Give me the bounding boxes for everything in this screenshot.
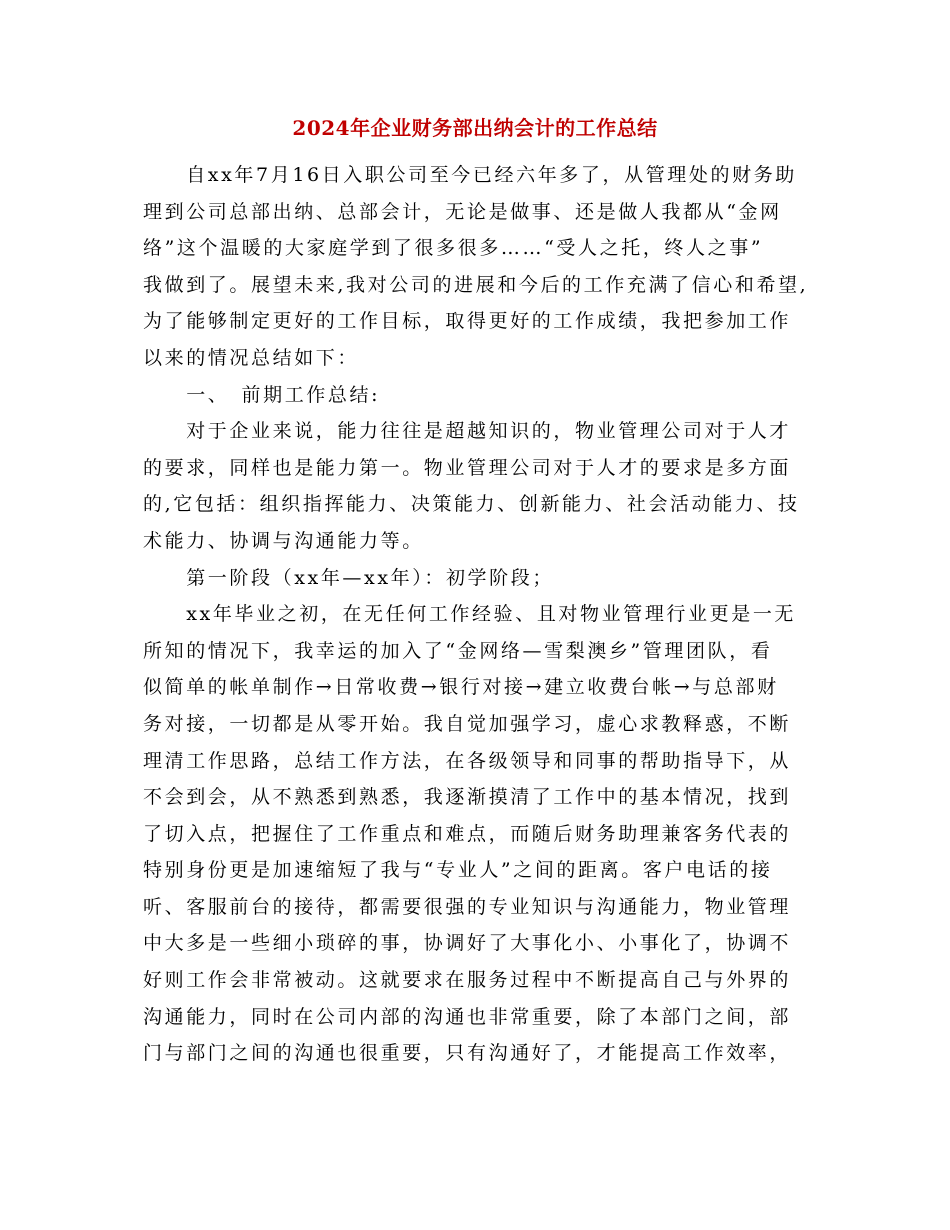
document-line: 自xx年7月16日入职公司至今已经六年多了，从管理处的财务助: [143, 164, 797, 186]
document-line: 门与部门之间的沟通也很重要，只有沟通好了，才能提高工作效率，: [143, 1042, 792, 1065]
document-line: 务对接，一切都是从零开始。我自觉加强学习，虚心求教释惑，不断: [143, 712, 792, 735]
document-line: 我做到了。展望未来,我对公司的进展和今后的工作充满了信心和希望,: [143, 273, 809, 296]
document-line: 第一阶段（xx年—xx年）：初学阶段；: [143, 566, 554, 589]
document-line: 络”这个温暖的大家庭学到了很多很多……“受人之托，终人之事”: [143, 237, 764, 260]
document-line: 好则工作会非常被动。这就要求在服务过程中不断提高自己与外界的: [143, 969, 792, 992]
document-line: 似简单的帐单制作→日常收费→银行对接→建立收费台帐→与总部财: [143, 676, 779, 699]
document-line: 的,它包括：组织指挥能力、决策能力、创新能力、社会活动能力、技: [143, 493, 800, 516]
document-line: 沟通能力，同时在公司内部的沟通也非常重要，除了本部门之间，部: [143, 1005, 792, 1028]
document-line: 理到公司总部出纳、总部会计，无论是做事、还是做人我都从“金网: [143, 200, 782, 223]
document-line: 中大多是一些细小琐碎的事，协调好了大事化小、小事化了，协调不: [143, 932, 792, 955]
document-line: 一、 前期工作总结:: [143, 383, 381, 406]
document-line: 术能力、协调与沟通能力等。: [143, 529, 424, 552]
document-line: 理清工作思路，总结工作方法，在各级领导和同事的帮助指导下，从: [143, 749, 792, 772]
document-body: [143, 157, 815, 1072]
document-line: 对于企业来说，能力往往是超越知识的，物业管理公司对于人才: [143, 420, 792, 443]
document-line: xx年毕业之初，在无任何工作经验、且对物业管理行业更是一无: [143, 603, 797, 626]
document-line: 的要求，同样也是能力第一。物业管理公司对于人才的要求是多方面: [143, 456, 792, 479]
document-line: 以来的情况总结如下：: [143, 346, 360, 369]
document-line: 不会到会，从不熟悉到熟悉，我逐渐摸清了工作中的基本情况，找到: [143, 786, 792, 809]
document-line: 听、客服前台的接待，都需要很强的专业知识与沟通能力，物业管理: [143, 895, 792, 918]
document-title: 2024年企业财务部出纳会计的工作总结: [292, 116, 658, 140]
document-line: 为了能够制定更好的工作目标，取得更好的工作成绩，我把参加工作: [143, 310, 792, 333]
document-line: 特别身份更是加速缩短了我与“专业人”之间的距离。客户电话的接: [143, 859, 773, 882]
document-line: 了切入点，把握住了工作重点和难点，而随后财务助理兼客务代表的: [143, 822, 792, 845]
document-line: 所知的情况下，我幸运的加入了“金网络—雪梨澳乡”管理团队，看: [143, 639, 773, 662]
